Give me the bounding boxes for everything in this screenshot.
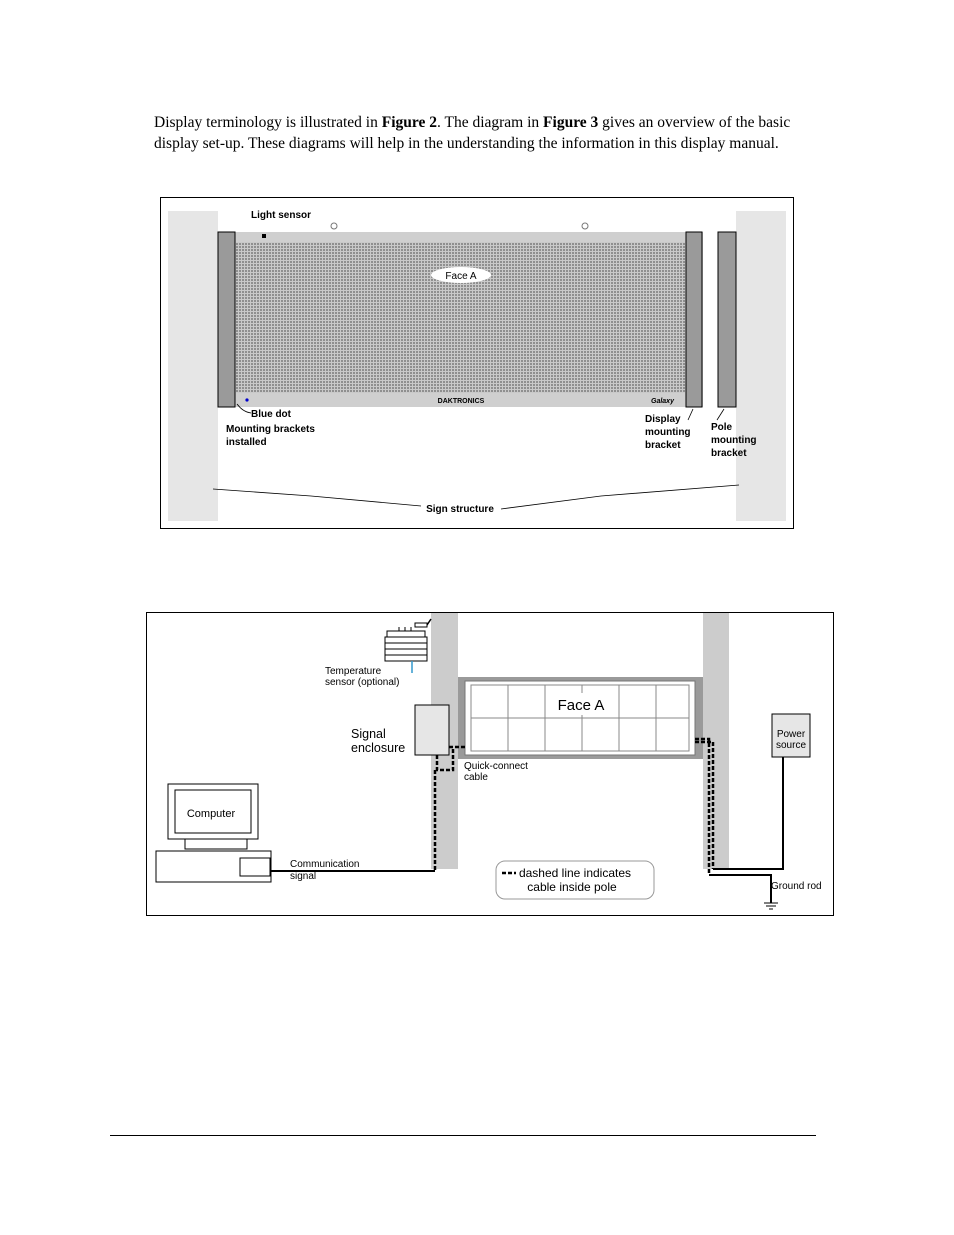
display-bracket-label-line3: bracket [645, 440, 681, 451]
signal-enclosure-label-line2: enclosure [351, 741, 406, 755]
blue-dot-label: Blue dot [251, 409, 291, 420]
temperature-sensor-label-line2: sensor (optional) [325, 677, 400, 688]
light-sensor-marker [262, 234, 266, 238]
ground-rod-cable [709, 875, 771, 903]
signal-enclosure-label-line1: Signal [351, 727, 386, 741]
sign-structure-leader-left [213, 489, 421, 506]
quick-connect-label-line1: Quick-connect [464, 761, 528, 772]
computer-label: Computer [186, 808, 236, 820]
pole-mounting-bracket [718, 232, 736, 407]
temperature-sensor-icon [385, 619, 431, 673]
pole-bracket-label-line2: mounting [711, 435, 757, 446]
figure-3-diagram [147, 613, 833, 915]
signal-enclosure-box [415, 705, 449, 755]
legend-label-line2: cable inside pole [527, 880, 617, 894]
intro-text-3: gives an overview of the basic display set-up. These diagrams will help in the understanding the information in this display manual. [154, 114, 791, 152]
intro-text-2: . The diagram in [437, 114, 544, 131]
blue-dot-marker [245, 398, 248, 401]
right-display-bracket [686, 232, 702, 407]
mounting-brackets-label-line1: Mounting brackets [226, 424, 315, 435]
lifting-eye-right-icon [582, 223, 588, 229]
display-bracket-leader [688, 409, 693, 420]
display-bracket-label-line2: mounting [645, 427, 691, 438]
figure-2-diagram [161, 198, 793, 528]
ground-symbol-icon [764, 903, 778, 909]
pole-bracket-leader [717, 409, 724, 420]
right-pole [703, 613, 729, 869]
display-bracket-label-line1: Display [645, 414, 681, 425]
footer-rule [110, 1135, 816, 1136]
sign-structure-label: Sign structure [426, 504, 494, 515]
power-source-label-line1: Power [776, 729, 806, 740]
pole-bracket-label-line1: Pole [711, 422, 733, 433]
model-name-label: DAKTRONICS [437, 398, 485, 405]
led-face [236, 242, 685, 393]
ground-rod-label: Ground rod [771, 881, 822, 892]
figure-2-reference: Figure 2 [381, 114, 437, 131]
left-display-bracket [218, 232, 235, 407]
legend-label-line1: dashed line indicates [518, 866, 632, 880]
intro-paragraph [154, 113, 818, 154]
sign-structure-left-column [168, 211, 218, 521]
lifting-eye-left-icon [331, 223, 337, 229]
temperature-sensor-label-line1: Temperature [325, 666, 382, 677]
face-a-label: Face A [557, 697, 605, 714]
sign-structure-right-column [736, 211, 786, 521]
figure-3-display-setup [146, 612, 834, 916]
computer-icon [156, 784, 271, 882]
light-sensor-label: Light sensor [251, 210, 312, 221]
brand-logo-label: Galaxy [651, 398, 674, 405]
quick-connect-label-line2: cable [464, 772, 488, 783]
mounting-brackets-label-line2: installed [226, 437, 267, 448]
figure-3-reference: Figure 3 [543, 114, 599, 131]
figure-2-display-terminology [160, 197, 794, 529]
sign-structure-leader-right [501, 485, 739, 509]
intro-text-1: Display terminology is illustrated in [154, 114, 382, 131]
pole-bracket-label-line3: bracket [711, 448, 747, 459]
face-a-label: Face A [445, 271, 477, 282]
communication-label-line1: Communication [290, 859, 360, 870]
communication-label-line2: signal [290, 871, 317, 882]
power-source-label-line2: source [775, 740, 807, 751]
